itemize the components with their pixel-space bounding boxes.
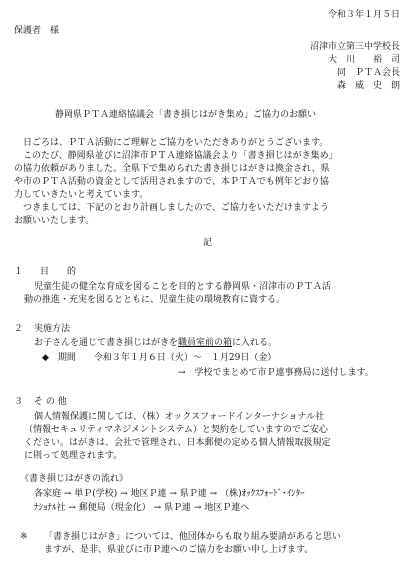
intro-line: このたび、静岡県並びに沼津市ＰＴＡ連絡協議会より「書き損じはがき集め」 <box>23 151 338 161</box>
section3-heading: そ の 他 <box>34 397 67 407</box>
section1-number: １ <box>14 267 24 277</box>
intro-line: や市のＰＴＡ活動の資金として活用されますので、本ＰＴＡでも例年どおり協 <box>14 177 329 187</box>
section2-instruction <box>34 338 277 349</box>
section3-line: （情報セキュリティマネジメントシステム）と契約をしていますのでご安心 <box>24 425 328 435</box>
recipient: 保護者 様 <box>14 26 60 36</box>
collection-period-note: → 学校でまとめて市Ｐ連事務局に送付します。 <box>178 368 374 378</box>
note-body <box>44 531 414 557</box>
intro-line: お願いいたします。 <box>14 216 95 226</box>
note-mark: ※ <box>20 532 28 542</box>
intro-line: つきましては、下記のとおり計画しましたので、ご協力をいただけますよう <box>23 203 329 213</box>
ki-heading: 記 <box>203 238 213 248</box>
flow-title: 《書き損じはがきの流れ》 <box>20 474 129 484</box>
collection-period: ◆ 期間 令和３年１月６日（火）～ １月29日（金） <box>42 353 277 363</box>
section2-instruction-post: に入れる。 <box>232 338 278 348</box>
intro-paragraph <box>14 137 414 228</box>
collection-box-location: 職員室前の箱 <box>178 338 233 348</box>
flow-line: ﾅｼｮﾅﾙ社 → 郵便局（現金化） → 県Ｐ連 → 地区Ｐ連へ <box>34 503 250 513</box>
sender-principal: 大 川 裕 司 <box>327 55 400 65</box>
section3-number: ３ <box>14 397 24 407</box>
document-title: 静岡県ＰＴＡ連絡協議会「書き損じはがき集め」ご協力のお願い <box>55 110 317 120</box>
note-line: ますが、是非、県並びに市Ｐ連へのご協力をお願い申し上げます。 <box>44 545 314 555</box>
section2-heading: 実施方法 <box>34 324 71 334</box>
section2-instruction-pre: お子さんを通じて書き損じはがきを <box>34 338 179 348</box>
sender-school: 沼津市立第三中学校長 <box>309 42 400 52</box>
section1-heading: 目 的 <box>40 267 77 277</box>
section2-number: ２ <box>14 324 24 334</box>
document-date: 令和３年１月５日 <box>327 10 400 20</box>
sender-pta-president: 森 威 史 朗 <box>336 81 400 91</box>
flow-line: 各家庭 → 単Ｐ(学校) → 地区Ｐ連 → 県Ｐ連 → （株)ｵｯｸｽﾌｫｰﾄﾞ･ｲﾝﾀｰ <box>34 489 305 499</box>
section1-line: 動の推進・充実を図るとともに、児童生徒の環境教育に資する。 <box>24 295 286 305</box>
section3-body <box>14 411 414 463</box>
section3-line: ください。はがきは、会社で管理され、日本郵便の定める個人情報取扱規定 <box>24 438 331 448</box>
section1-line: 児童生徒の健全な育成を図ることを目的とする静岡県・沼津市のＰＴＡ活 <box>34 282 332 292</box>
sender-pta-title: 同 ＰＴＡ会長 <box>336 68 400 78</box>
intro-line: の協力依頼がありました。全県下で集められた書き損じはがきは換金され、県 <box>14 164 330 174</box>
section3-line: に則って処理されます。 <box>24 451 123 461</box>
note-line: 「書き損じはがき」については、他団体からも取り組み要請があると思い <box>44 532 341 542</box>
section3-line: 個人情報保護に関しては、（株）オックスフォードインターナショナル社 <box>34 412 325 422</box>
intro-line: 力していきたいと考えています。 <box>14 190 149 200</box>
section1-body <box>14 281 414 307</box>
intro-line: 日ごろは、ＰＴＡ活動にご理解とご協力をいただきありがとうございます。 <box>23 138 329 148</box>
